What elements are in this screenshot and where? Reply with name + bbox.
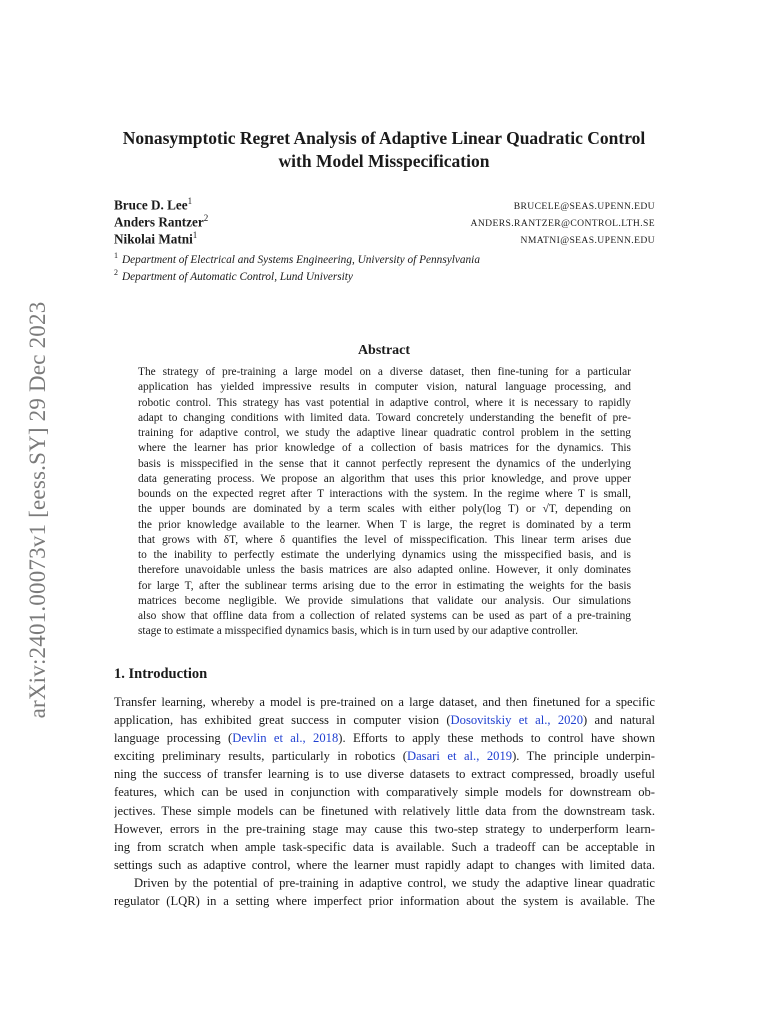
body-line xyxy=(114,765,655,783)
author-name-text: Anders Rantzer xyxy=(114,214,204,230)
arxiv-identifier: arXiv:2401.00073v1 [eess.SY] 29 Dec 2023 xyxy=(25,301,50,719)
affiliation xyxy=(114,268,655,285)
author-row xyxy=(114,230,655,247)
affiliation xyxy=(114,251,655,268)
body-text: ning the success of transfer learning is to use diverse datasets to extract compressed, broadly useful xyxy=(114,767,655,782)
body-line xyxy=(114,820,655,838)
abstract-line: robotic control. This strategy has vast potential in adaptive control, where it is necessary to rapidly xyxy=(138,396,631,409)
abstract-line: training for adaptive control, we study the adaptive linear quadratic control problem in the setting xyxy=(138,427,631,439)
abstract-body xyxy=(138,365,631,640)
title-line-1: Nonasymptotic Regret Analysis of Adaptive Linear Quadratic Control xyxy=(122,128,646,148)
abstract-line: The strategy of pre-training a large model on a diverse dataset, then fine-tuning for a particular xyxy=(138,366,631,378)
affiliation-text: Department of Automatic Control, Lund University xyxy=(122,270,353,283)
body-text: application, has exhibited great success in computer vision ( xyxy=(114,713,451,728)
body-line xyxy=(114,783,655,801)
abstract-line: for large T, after the sublinear terms arising due to the error in estimating the weights for the basis xyxy=(138,579,631,592)
paper-title xyxy=(100,127,668,173)
abstract-line: that grows with δT, where δ quantifies the level of misspecification. This linear term arises due xyxy=(138,533,631,546)
affiliation-block xyxy=(114,251,655,285)
body-text: However, errors in the pre-training stage may cause this two-step strategy to underperform learn- xyxy=(114,821,655,836)
title-line-2: with Model Misspecification xyxy=(278,151,490,171)
author-affiliation-mark: 1 xyxy=(192,230,198,240)
body-text: language processing ( xyxy=(114,731,233,746)
body-line xyxy=(114,892,655,910)
body-line xyxy=(114,711,655,729)
author-name-text: Nikolai Matni xyxy=(114,231,193,247)
author-email[interactable]: ANDERS.RANTZER@CONTROL.LTH.SE xyxy=(470,218,655,230)
author-name-text: Bruce D. Lee xyxy=(114,197,188,213)
author-name xyxy=(114,213,208,230)
author-email[interactable]: BRUCELE@SEAS.UPENN.EDU xyxy=(513,201,655,213)
abstract-line: adapt to changing conditions with limited data. Toward concretely understanding the benefit of pre- xyxy=(138,411,631,424)
citation-link[interactable]: Dosovitskiy et al., 2020 xyxy=(450,713,584,728)
author-affiliation-mark: 1 xyxy=(187,196,193,206)
body-line xyxy=(114,729,655,747)
citation-link[interactable]: Devlin et al., 2018 xyxy=(232,731,339,746)
abstract-line: therefore unavoidable unless the basis matrices are also adapted online. However, it only dominates xyxy=(138,564,631,577)
abstract-line: data generating process. We propose an algorithm that uses this prior knowledge, and prove upper xyxy=(138,472,631,485)
abstract-line: the upper bounds are dominated by a term scales with either poly(log T) or √T, depending on xyxy=(138,503,631,516)
author-affiliation-mark: 2 xyxy=(203,213,209,223)
author-email[interactable]: NMATNI@SEAS.UPENN.EDU xyxy=(520,235,655,247)
body-line xyxy=(114,874,655,892)
body-line xyxy=(114,747,655,765)
affiliation-mark: 1 xyxy=(114,251,118,260)
abstract-line: where the learner has prior knowledge of a collection of basis matrices for the dynamics. This xyxy=(138,442,631,455)
abstract-line: matrices become negligible. We provide simulations that validate our analysis. Our simulations xyxy=(138,594,631,607)
section-heading-introduction: 1. Introduction xyxy=(114,666,208,682)
body-line xyxy=(114,856,655,874)
affiliation-text: Department of Electrical and Systems Engineering, University of Pennsylvania xyxy=(122,253,480,266)
abstract-line: application has yielded impressive results in computer vision, natural language processing, and xyxy=(138,381,631,394)
body-text: regulator (LQR) in a setting where imperfect prior information about the system is available. The xyxy=(114,894,655,909)
abstract-line: the prior knowledge available to the learner. When T is large, the regret is dominated by a term xyxy=(138,518,631,531)
introduction-body xyxy=(114,693,655,910)
abstract-line: also show that offline data from a collection of related systems can be used as part of a pre-training xyxy=(138,610,631,622)
author-row xyxy=(114,213,655,230)
body-line xyxy=(114,802,655,820)
abstract-line: basis is misspecified in the sense that it cannot perfectly represent the dynamics of the underlying xyxy=(138,457,631,470)
affiliation-mark: 2 xyxy=(114,268,118,277)
body-text: ing from scratch when ample task-specific data is available. Such a tradeoff can be acceptable in xyxy=(114,839,655,854)
body-text: jectives. These simple models can be finetuned with relatively little data from the downstream task. xyxy=(114,803,655,818)
body-text: features, which can be used in conjunction with comparatively simple models for downstream ob- xyxy=(114,785,655,800)
body-text: ) and natural xyxy=(583,713,655,728)
body-line xyxy=(114,838,655,856)
body-text: Transfer learning, whereby a model is pre-trained on a large dataset, and then finetuned for a specific xyxy=(114,695,655,709)
body-text: Driven by the potential of pre-training in adaptive control, we study the adaptive linear quadratic xyxy=(134,875,655,890)
abstract-line: stage to estimate a misspecified dynamics basis, which is in turn used by our adaptive controller. xyxy=(138,625,579,638)
body-text: ). The principle underpin- xyxy=(512,749,655,764)
author-name xyxy=(114,196,192,213)
body-line xyxy=(114,693,655,711)
abstract-heading: Abstract xyxy=(357,343,411,358)
citation-link[interactable]: Dasari et al., 2019 xyxy=(407,749,513,764)
abstract-line: to the inability to perfectly estimate the underlying dynamics using the misspecified basis, and is xyxy=(138,549,631,561)
body-text: ). Efforts to apply these methods to control have shown xyxy=(338,731,655,746)
abstract-line: bounds on the expected regret after T interactions with the system. In the regime where T is small, xyxy=(138,488,631,500)
body-text: exciting preliminary results, particularly in robotics ( xyxy=(114,749,407,764)
author-row xyxy=(114,196,655,213)
author-name xyxy=(114,230,197,247)
author-block xyxy=(114,196,655,247)
body-text: settings such as adaptive control, where the learner must rapidly adapt to changes with limited data. xyxy=(114,857,655,872)
